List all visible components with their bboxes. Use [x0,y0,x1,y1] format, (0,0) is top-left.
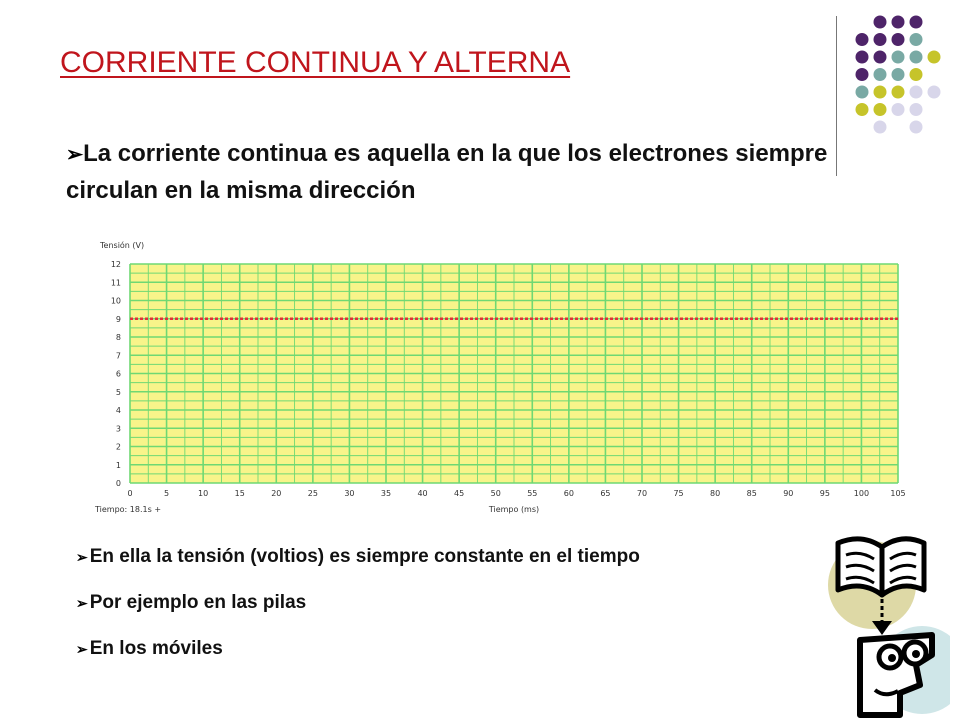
decorative-dot [892,103,905,116]
decorative-dot [892,86,905,99]
y-tick-label: 5 [115,387,121,397]
decorative-dot [910,51,923,64]
x-tick-label: 30 [344,489,355,498]
decorative-dot [856,51,869,64]
decorative-dot [874,68,887,81]
arrow-bullet-icon: ➢ [76,549,88,565]
x-tick-label: 50 [490,489,501,498]
decorative-dot [874,33,887,46]
x-tick-label: 15 [234,489,245,498]
bullet-text: En ella la tensión (voltios) es siempre constante en el tiempo [89,546,640,567]
x-tick-label: 0 [127,489,133,498]
x-tick-label: 90 [783,489,794,498]
x-axis-label: Tiempo (ms) [488,505,540,514]
x-tick-label: 35 [380,489,392,498]
arrow-bullet-icon: ➢ [76,641,88,657]
x-tick-label: 5 [164,489,170,498]
decorative-dot [928,86,941,99]
intro-paragraph [66,136,841,208]
decorative-dot [892,16,905,29]
y-tick-label: 9 [115,314,121,324]
arrow-bullet-icon: ➢ [66,144,84,166]
x-tick-label: 75 [673,489,684,498]
decorative-dot [874,16,887,29]
decorative-dot [910,103,923,116]
bullet-list [76,543,640,681]
y-tick-label: 10 [110,296,121,306]
decorative-dot [910,86,923,99]
y-tick-label: 0 [115,479,121,488]
y-axis-label: Tensión (V) [100,241,145,250]
x-tick-label: 45 [454,489,465,498]
x-tick-label: 65 [600,489,611,498]
decorative-dot [910,121,923,134]
time-annotation: Tiempo: 18.1s + [95,505,162,514]
x-tick-label: 100 [853,489,870,498]
voltage-chart [85,232,915,522]
decorative-dot [856,33,869,46]
y-tick-label: 2 [115,442,121,452]
decorative-dot [892,68,905,81]
list-item [76,589,640,635]
x-tick-label: 60 [563,489,574,498]
x-tick-label: 20 [271,489,282,498]
decorative-dot [892,51,905,64]
y-tick-label: 4 [115,406,121,415]
y-tick-label: 3 [115,424,121,434]
decorative-dot [928,51,941,64]
y-tick-label: 12 [110,260,121,269]
decorative-dot [874,103,887,116]
decorative-dot [892,33,905,46]
decorative-dot [856,103,869,116]
bullet-text: Por ejemplo en las pilas [89,592,307,613]
decorative-dot [856,68,869,81]
y-tick-label: 1 [115,460,121,470]
x-tick-label: 55 [527,489,538,498]
x-tick-label: 95 [819,489,830,498]
y-tick-label: 7 [115,351,121,361]
intro-text: La corriente continua es aquella en la que los electrones siempre circulan en la misma dirección [66,140,828,204]
y-tick-label: 6 [115,369,121,379]
x-tick-label: 105 [890,489,906,498]
x-tick-label: 80 [710,489,721,498]
decorative-dot [874,86,887,99]
x-tick-label: 85 [746,489,757,498]
decorative-dot [856,86,869,99]
book-reader-icon [820,515,950,720]
decorative-dot [910,68,923,81]
list-item [76,635,640,681]
y-tick-label: 11 [110,278,121,288]
decorative-dot [910,16,923,29]
page-title: CORRIENTE CONTINUA Y ALTERNA [60,46,571,79]
decorative-dot [874,51,887,64]
bullet-text: En los móviles [89,638,223,659]
arrow-bullet-icon: ➢ [76,595,88,611]
x-tick-label: 40 [417,489,428,498]
list-item [76,543,640,589]
decorative-dot [910,33,923,46]
decorative-dot [874,121,887,134]
y-tick-label: 8 [115,333,121,342]
x-tick-label: 70 [636,489,648,498]
x-tick-label: 25 [307,489,318,498]
x-tick-label: 10 [198,489,209,498]
